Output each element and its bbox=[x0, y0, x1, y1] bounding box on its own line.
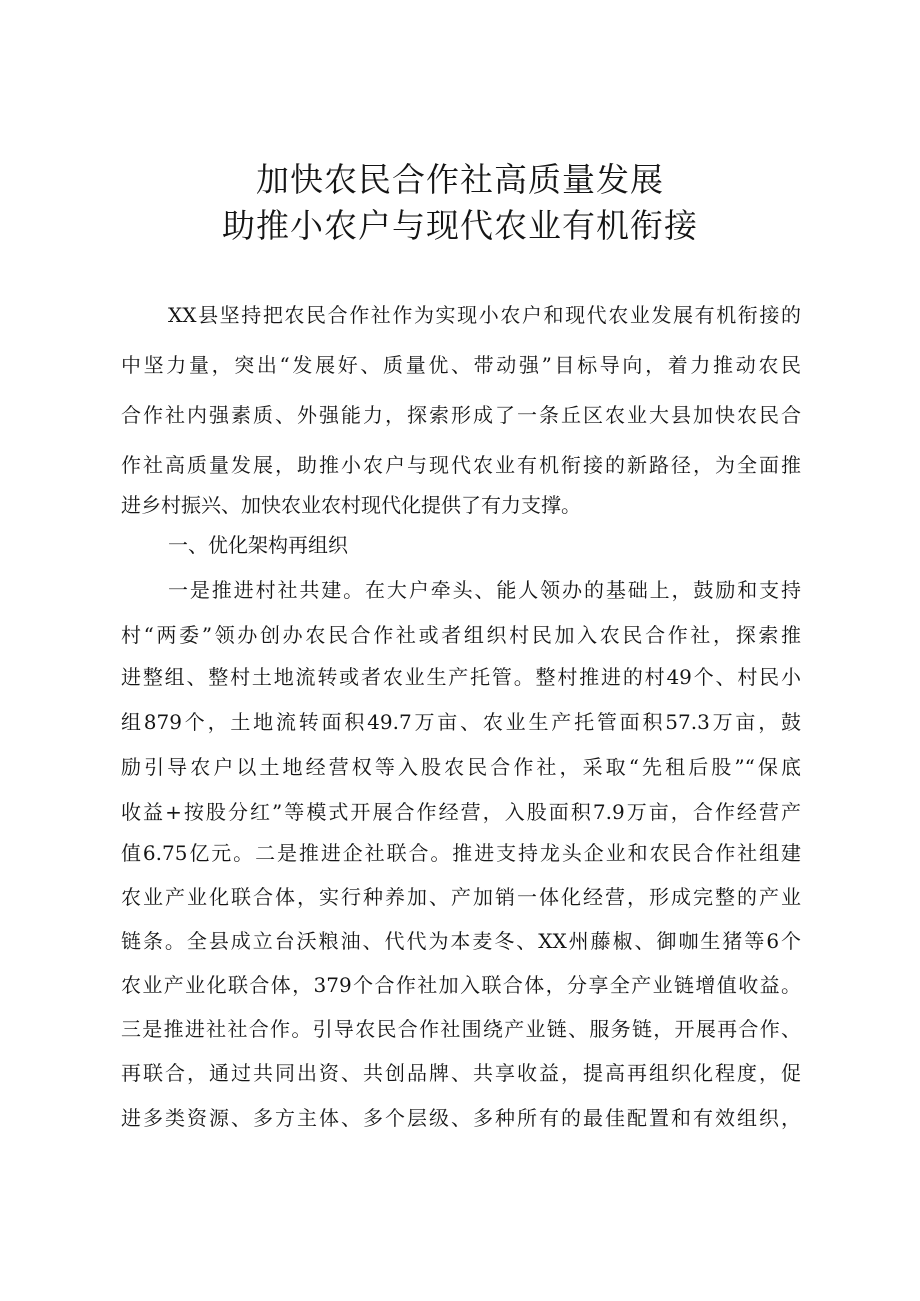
body-paragraph-line: 三是推进社社合作。引导农民合作社围绕产业链、服务链，开展再合作、 bbox=[121, 1017, 801, 1041]
body-paragraph-line: 励引导农户以土地经营权等入股农民合作社，采取“先租后股”“保底 bbox=[121, 755, 801, 779]
intro-paragraph-line: 中坚力量，突出“发展好、质量优、带动强”目标导向，着力推动农民 bbox=[121, 353, 801, 377]
document-title-line-1: 加快农民合作社高质量发展 bbox=[256, 160, 664, 199]
section-heading: 一、优化架构再组织 bbox=[168, 533, 348, 557]
intro-paragraph-line: 进乡村振兴、加快农业农村现代化提供了有力支撑。 bbox=[121, 493, 581, 517]
body-paragraph-line: 值6.75亿元。二是推进企社联合。推进支持龙头企业和农民合作社组建 bbox=[121, 841, 801, 865]
body-paragraph-line: 进整组、整村土地流转或者农业生产托管。整村推进的村49个、村民小 bbox=[121, 665, 801, 689]
intro-paragraph-line: 合作社内强素质、外强能力，探索形成了一条丘区农业大县加快农民合 bbox=[121, 403, 801, 427]
body-paragraph-line: 农业产业化联合体，实行种养加、产加销一体化经营，形成完整的产业 bbox=[121, 885, 801, 909]
body-paragraph-line: 链条。全县成立台沃粮油、代代为本麦冬、XX州藤椒、御咖生猪等6个 bbox=[121, 929, 801, 953]
document-title-line-2: 助推小农户与现代农业有机衔接 bbox=[222, 206, 698, 245]
body-paragraph-line: 进多类资源、多方主体、多个层级、多种所有的最佳配置和有效组织， bbox=[121, 1106, 801, 1130]
body-paragraph-line: 一是推进村社共建。在大户牵头、能人领办的基础上，鼓励和支持 bbox=[168, 578, 801, 602]
intro-paragraph-line: XX县坚持把农民合作社作为实现小农户和现代农业发展有机衔接的 bbox=[168, 303, 801, 327]
body-paragraph-line: 再联合，通过共同出资、共创品牌、共享收益，提高再组织化程度，促 bbox=[121, 1061, 801, 1085]
body-paragraph-line: 农业产业化联合体，379个合作社加入联合体，分享全产业链增值收益。 bbox=[121, 973, 801, 997]
body-paragraph-line: 村“两委”领办创办农民合作社或者组织村民加入农民合作社，探索推 bbox=[121, 623, 801, 647]
body-paragraph-line: 收益+按股分红”等模式开展合作经营，入股面积7.9万亩，合作经营产 bbox=[121, 800, 801, 824]
body-paragraph-line: 组879个，土地流转面积49.7万亩、农业生产托管面积57.3万亩，鼓 bbox=[121, 710, 801, 734]
intro-paragraph-line: 作社高质量发展，助推小农户与现代农业有机衔接的新路径，为全面推 bbox=[121, 453, 801, 477]
